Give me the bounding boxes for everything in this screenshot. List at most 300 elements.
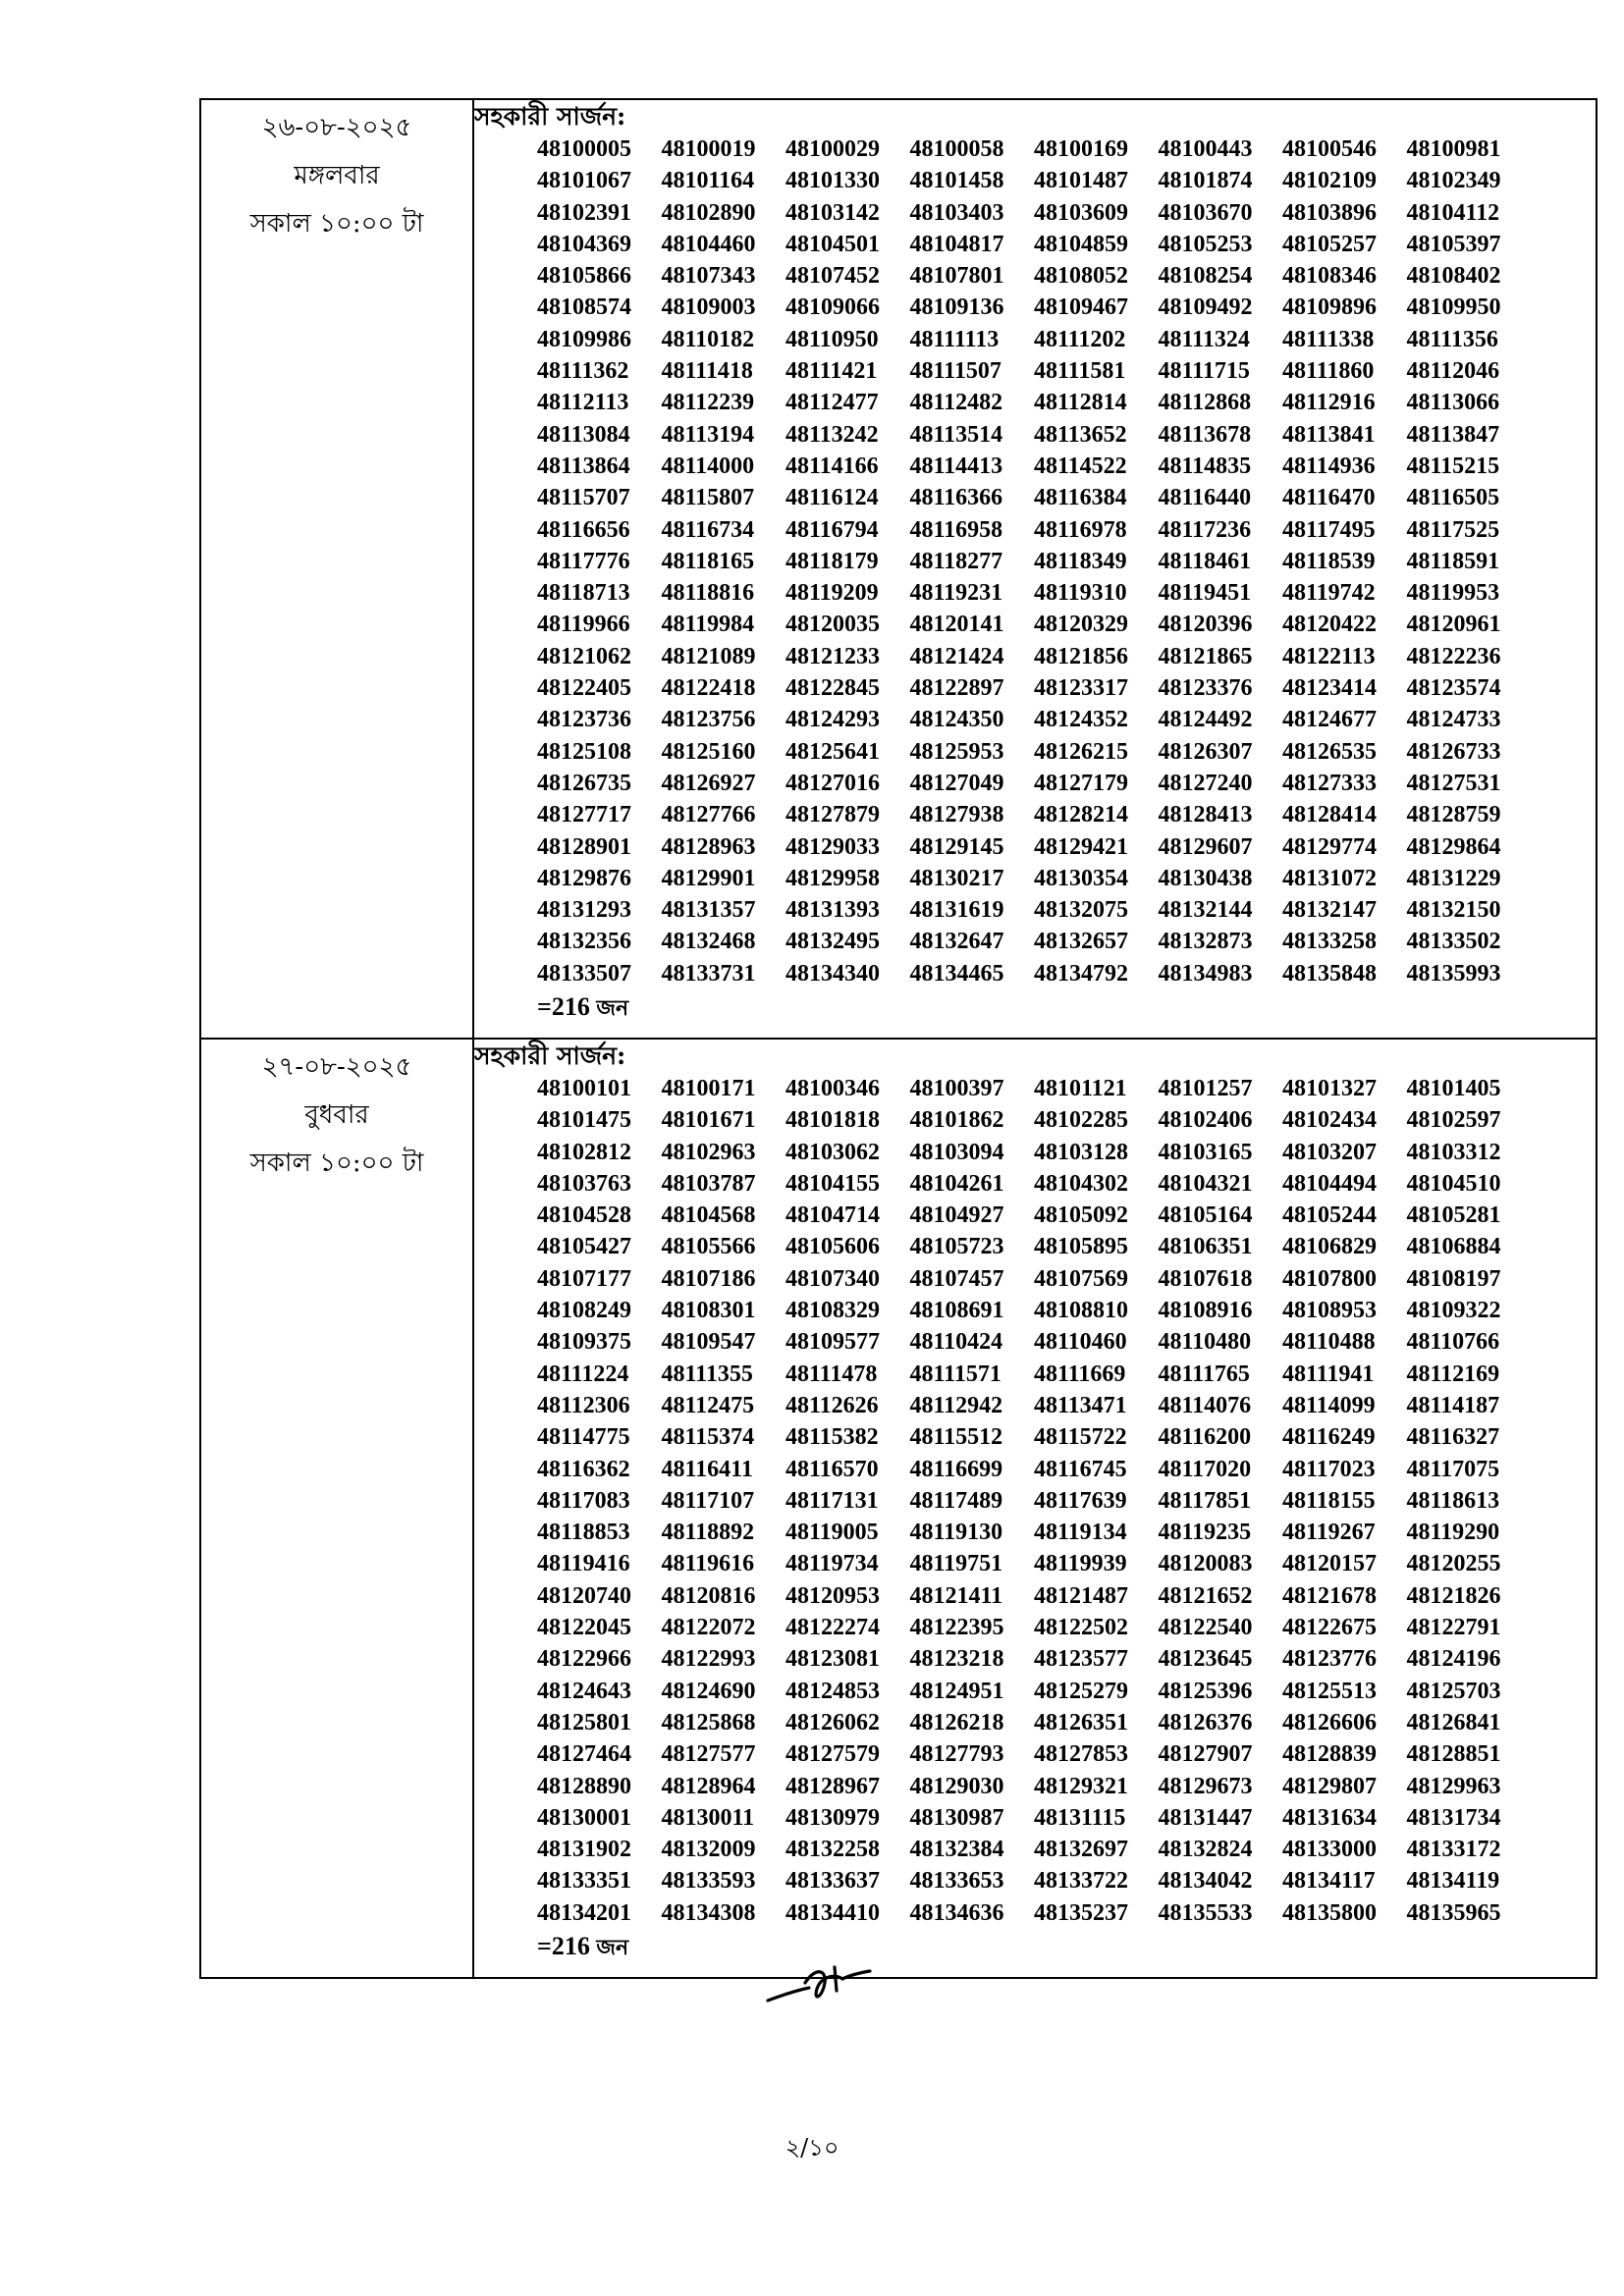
roll-number: 48127333 [1282, 770, 1377, 796]
roll-number: 48132147 [1282, 897, 1377, 924]
roll-number: 48111418 [661, 358, 753, 385]
roll-number: 48112477 [785, 390, 879, 416]
roll-number: 48114000 [661, 453, 755, 479]
roll-number: 48122274 [785, 1615, 880, 1641]
roll-row [537, 1200, 1596, 1231]
roll-number: 48109896 [1282, 294, 1377, 321]
roll-number: 48116570 [785, 1456, 879, 1482]
roll-number: 48128851 [1406, 1741, 1501, 1768]
roll-number: 48111941 [1282, 1361, 1375, 1387]
roll-number: 48126307 [1158, 738, 1253, 765]
roll-number: 48127793 [909, 1741, 1004, 1768]
roll-number: 48113678 [1158, 421, 1252, 448]
roll-row [537, 1137, 1596, 1168]
roll-row [537, 355, 1596, 387]
roll-number: 48106884 [1406, 1234, 1501, 1260]
roll-number: 48129030 [909, 1773, 1004, 1799]
roll-number: 48111362 [537, 358, 629, 385]
roll-number: 48132647 [909, 929, 1004, 955]
roll-row [537, 1421, 1596, 1453]
roll-number: 48120396 [1158, 612, 1253, 638]
roll-number: 48100101 [537, 1076, 631, 1101]
roll-number: 48128759 [1406, 802, 1501, 828]
roll-number: 48102406 [1158, 1107, 1253, 1134]
roll-number: 48105566 [661, 1234, 756, 1260]
roll-number: 48129963 [1406, 1773, 1501, 1799]
roll-row [537, 229, 1596, 260]
roll-number: 48119451 [1158, 580, 1252, 607]
roll-number: 48104817 [909, 231, 1004, 257]
roll-number: 48105606 [785, 1234, 880, 1260]
roll-row [537, 577, 1596, 609]
roll-row [537, 514, 1596, 546]
roll-number: 48126218 [909, 1709, 1004, 1735]
roll-number: 48129876 [537, 865, 631, 891]
roll-number: 48101818 [785, 1107, 880, 1134]
roll-number: 48110950 [785, 326, 879, 352]
roll-number: 48131393 [785, 897, 880, 924]
roll-row [537, 451, 1596, 482]
roll-number: 48117236 [1158, 516, 1252, 543]
roll-number: 48131357 [661, 897, 756, 924]
roll-row [537, 609, 1596, 640]
roll-number: 48100546 [1282, 136, 1377, 162]
roll-number: 48112814 [1034, 390, 1127, 416]
roll-number: 48104859 [1034, 231, 1128, 257]
roll-number: 48119939 [1034, 1551, 1127, 1577]
total-unit: জন [596, 1936, 629, 1961]
session-date: ২৭-০৮-২০২৫ [261, 1052, 412, 1082]
roll-number: 48126606 [1282, 1709, 1377, 1735]
roll-number: 48100171 [661, 1076, 756, 1101]
roll-row [537, 292, 1596, 323]
roll-number: 48120740 [537, 1582, 631, 1609]
roll-number: 48118892 [661, 1520, 755, 1546]
roll-number: 48129807 [1282, 1773, 1377, 1799]
roll-number: 48111669 [1034, 1361, 1126, 1387]
roll-number: 48103763 [537, 1170, 631, 1197]
roll-number: 48100029 [785, 136, 880, 162]
roll-number: 48119235 [1158, 1520, 1252, 1546]
roll-number: 48132144 [1158, 897, 1253, 924]
roll-number: 48129864 [1406, 833, 1501, 860]
roll-number: 48122072 [661, 1615, 756, 1641]
roll-number: 48100397 [909, 1076, 1004, 1101]
roll-row [537, 1073, 1596, 1104]
roll-number: 48101862 [909, 1107, 1004, 1134]
roll-number: 48123414 [1282, 675, 1377, 702]
roll-number: 48116249 [1282, 1424, 1376, 1451]
roll-number: 48120329 [1034, 612, 1128, 638]
roll-row [537, 831, 1596, 863]
roll-number: 48123574 [1406, 675, 1501, 702]
roll-number: 48105257 [1282, 231, 1377, 257]
roll-number: 48103670 [1158, 199, 1253, 226]
roll-number: 48119231 [909, 580, 1003, 607]
roll-number: 48127016 [785, 770, 880, 796]
roll-number: 48128414 [1282, 802, 1377, 828]
roll-number: 48119416 [537, 1551, 630, 1577]
roll-number: 48124677 [1282, 707, 1377, 733]
roll-row [537, 704, 1596, 735]
roll-number: 48101487 [1034, 168, 1128, 194]
roll-number: 48110488 [1282, 1329, 1376, 1356]
roll-number: 48129321 [1034, 1773, 1128, 1799]
roll-number: 48122113 [1282, 643, 1376, 669]
roll-number: 48113471 [1034, 1392, 1127, 1418]
roll-number: 48112482 [909, 390, 1003, 416]
roll-number: 48118539 [1282, 548, 1376, 574]
roll-number: 48115215 [1406, 453, 1500, 479]
roll-number: 48114099 [1282, 1392, 1376, 1418]
session-row [200, 1039, 1597, 1978]
roll-number: 48134042 [1158, 1868, 1253, 1895]
roll-number: 48123776 [1282, 1646, 1377, 1673]
roll-number: 48120157 [1282, 1551, 1377, 1577]
roll-number: 48132150 [1406, 897, 1501, 924]
roll-number: 48132824 [1158, 1837, 1253, 1863]
roll-number: 48108402 [1406, 263, 1501, 290]
roll-number: 48131734 [1406, 1804, 1501, 1831]
roll-number: 48125703 [1406, 1678, 1501, 1704]
roll-number: 48107800 [1282, 1265, 1377, 1292]
roll-row [537, 419, 1596, 451]
roll-number: 48114166 [785, 453, 879, 479]
roll-number: 48103094 [909, 1139, 1004, 1165]
roll-row [537, 641, 1596, 672]
roll-number: 48111581 [1034, 358, 1126, 385]
roll-number: 48126535 [1282, 738, 1377, 765]
roll-number: 48116384 [1034, 485, 1127, 511]
roll-row [537, 1707, 1596, 1738]
roll-number: 48116470 [1282, 485, 1376, 511]
roll-number: 48122540 [1158, 1615, 1253, 1641]
roll-number: 48102391 [537, 199, 631, 226]
roll-number: 48117131 [785, 1487, 879, 1514]
roll-number: 48116656 [537, 516, 630, 543]
roll-row [537, 1517, 1596, 1548]
roll-number: 48105092 [1034, 1202, 1128, 1229]
roll-number: 48110480 [1158, 1329, 1252, 1356]
roll-number: 48126376 [1158, 1709, 1253, 1735]
roll-number: 48101330 [785, 168, 880, 194]
roll-number: 48102109 [1282, 168, 1377, 194]
roll-number: 48127907 [1158, 1741, 1253, 1768]
roll-number: 48103312 [1406, 1139, 1501, 1165]
roll-number: 48104501 [785, 231, 880, 257]
roll-number: 48111113 [909, 326, 1000, 352]
roll-number: 48135533 [1158, 1899, 1253, 1926]
roll-number: 48116505 [1406, 485, 1500, 511]
roll-number: 48122045 [537, 1615, 631, 1641]
roll-number: 48109547 [661, 1329, 756, 1356]
roll-number: 48114775 [537, 1424, 630, 1451]
roll-number: 48111421 [785, 358, 878, 385]
roll-number: 48107618 [1158, 1265, 1253, 1292]
roll-number: 48132657 [1034, 929, 1128, 955]
roll-number: 48108249 [537, 1298, 631, 1324]
roll-row [537, 1295, 1596, 1326]
roll-number: 48102434 [1282, 1107, 1377, 1134]
roll-number: 48124733 [1406, 707, 1501, 733]
roll-number: 48122395 [909, 1615, 1004, 1641]
roll-number: 48113864 [537, 453, 630, 479]
roll-number: 48118613 [1406, 1487, 1500, 1514]
roll-number: 48104369 [537, 231, 631, 257]
roll-number: 48127717 [537, 802, 631, 828]
roll-number: 48109950 [1406, 294, 1501, 321]
roll-row [537, 1390, 1596, 1421]
roll-row [537, 1897, 1596, 1929]
roll-number: 48135993 [1406, 960, 1501, 987]
roll-number: 48127049 [909, 770, 1004, 796]
roll-number: 48107569 [1034, 1265, 1128, 1292]
roll-row [537, 1834, 1596, 1865]
roll-number: 48125953 [909, 738, 1004, 765]
roll-number: 48133507 [537, 960, 631, 987]
roll-number: 48133731 [661, 960, 756, 987]
roll-number: 48127938 [909, 802, 1004, 828]
roll-number: 48112113 [537, 390, 629, 416]
roll-number: 48117075 [1406, 1456, 1500, 1482]
roll-number: 48132356 [537, 929, 631, 955]
post-heading: সহকারী সার্জন: [474, 102, 626, 131]
page-number: ২/১০ [785, 2134, 839, 2162]
roll-number: 48101458 [909, 168, 1004, 194]
roll-row [537, 958, 1596, 989]
roll-number: 48108052 [1034, 263, 1128, 290]
roll-number: 48110460 [1034, 1329, 1127, 1356]
roll-number: 48122675 [1282, 1615, 1377, 1641]
roll-number: 48125279 [1034, 1678, 1128, 1704]
roll-number: 48122502 [1034, 1615, 1128, 1641]
roll-number: 48105723 [909, 1234, 1004, 1260]
post-heading: সহকারী সার্জন: [474, 1041, 626, 1070]
roll-number: 48134410 [785, 1899, 880, 1926]
roll-number: 48133502 [1406, 929, 1501, 955]
roll-number: 48110182 [661, 326, 755, 352]
roll-number: 48119984 [661, 612, 755, 638]
roll-number: 48125396 [1158, 1678, 1253, 1704]
roll-number: 48123218 [909, 1646, 1004, 1673]
roll-number: 48129958 [785, 865, 880, 891]
roll-number: 48101671 [661, 1107, 756, 1134]
roll-number: 48121856 [1034, 643, 1128, 669]
roll-number: 48100058 [909, 136, 1004, 162]
roll-row [537, 324, 1596, 355]
roll-row [537, 926, 1596, 957]
session-date-cell [200, 1039, 473, 1978]
roll-row [537, 1263, 1596, 1295]
roll-number: 48122236 [1406, 643, 1501, 669]
roll-number: 48129673 [1158, 1773, 1253, 1799]
roll-number: 48119966 [537, 612, 630, 638]
roll-number: 48118165 [661, 548, 755, 574]
roll-number: 48102963 [661, 1139, 756, 1165]
roll-number: 48108346 [1282, 263, 1377, 290]
roll-number: 48122845 [785, 675, 880, 702]
roll-number: 48104261 [909, 1170, 1004, 1197]
roll-number: 48126062 [785, 1709, 880, 1735]
roll-row [537, 768, 1596, 799]
roll-number: 48109003 [661, 294, 756, 321]
roll-number: 48116362 [537, 1456, 630, 1482]
roll-number: 48108691 [909, 1298, 1004, 1324]
schedule-table [199, 98, 1597, 1979]
roll-number: 48116745 [1034, 1456, 1127, 1482]
roll-number: 48117023 [1282, 1456, 1376, 1482]
roll-number: 48101257 [1158, 1076, 1253, 1101]
roll-number: 48131072 [1282, 865, 1377, 891]
roll-number: 48122966 [537, 1646, 631, 1673]
roll-number: 48131902 [537, 1837, 631, 1863]
roll-row [537, 1104, 1596, 1136]
roll-number: 48132697 [1034, 1837, 1128, 1863]
roll-number: 48105427 [537, 1234, 631, 1260]
roll-number: 48125641 [785, 738, 880, 765]
roll-number: 48122993 [661, 1646, 756, 1673]
roll-number: 48100005 [537, 136, 631, 162]
roll-number: 48130001 [537, 1804, 631, 1831]
roll-number: 48101405 [1406, 1076, 1501, 1101]
roll-number: 48116411 [661, 1456, 753, 1482]
roll-number: 48121424 [909, 643, 1004, 669]
roll-number: 48118853 [537, 1520, 630, 1546]
roll-number: 48112239 [661, 390, 755, 416]
roll-number: 48111860 [1282, 358, 1375, 385]
roll-number: 48127577 [661, 1741, 756, 1768]
roll-number: 48134201 [537, 1899, 631, 1926]
roll-number: 48105397 [1406, 231, 1501, 257]
roll-number: 48127531 [1406, 770, 1501, 796]
roll-number: 48103609 [1034, 199, 1128, 226]
roll-number: 48109577 [785, 1329, 880, 1356]
roll-number: 48116699 [909, 1456, 1003, 1482]
roll-number: 48103787 [661, 1170, 756, 1197]
roll-row [537, 1168, 1596, 1200]
roll-number: 48127766 [661, 802, 756, 828]
total-number: =216 [537, 992, 590, 1022]
roll-number: 48125160 [661, 738, 756, 765]
roll-number: 48124643 [537, 1678, 631, 1704]
roll-number: 48107801 [909, 263, 1004, 290]
roll-number: 48112916 [1282, 390, 1376, 416]
roll-number: 48111355 [661, 1361, 753, 1387]
roll-number: 48100169 [1034, 136, 1128, 162]
roll-number: 48114835 [1158, 453, 1252, 479]
roll-number: 48122418 [661, 675, 756, 702]
roll-row [537, 546, 1596, 577]
roll-number: 48134308 [661, 1899, 756, 1926]
roll-number: 48124690 [661, 1678, 756, 1704]
roll-number: 48108254 [1158, 263, 1253, 290]
roll-number: 48129421 [1034, 833, 1128, 860]
roll-number: 48107340 [785, 1265, 880, 1292]
roll-number: 48135800 [1282, 1899, 1377, 1926]
roll-number: 48104927 [909, 1202, 1004, 1229]
roll-number: 48107343 [661, 263, 756, 290]
roll-number: 48111356 [1406, 326, 1498, 352]
roll-list-cell [473, 99, 1597, 1039]
roll-row [537, 133, 1596, 165]
roll-number: 48112626 [785, 1392, 879, 1418]
roll-number: 48114936 [1282, 453, 1376, 479]
roll-number: 48124352 [1034, 707, 1128, 733]
session-time: সকাল ১০:০০ টা [249, 209, 424, 239]
roll-number: 48134117 [1282, 1868, 1376, 1895]
roll-number: 48120083 [1158, 1551, 1253, 1577]
roll-row [537, 1326, 1596, 1358]
roll-number: 48113066 [1406, 390, 1500, 416]
roll-row [537, 1802, 1596, 1834]
roll-number: 48119267 [1282, 1520, 1376, 1546]
roll-number: 48131634 [1282, 1804, 1377, 1831]
roll-number: 48121089 [661, 643, 756, 669]
roll-number: 48104494 [1282, 1170, 1377, 1197]
roll-number: 48116200 [1158, 1424, 1252, 1451]
roll-number: 48123081 [785, 1646, 880, 1673]
roll-number: 48111765 [1158, 1361, 1250, 1387]
roll-row [537, 1643, 1596, 1675]
roll-number: 48100346 [785, 1076, 880, 1101]
roll-number: 48101327 [1282, 1076, 1377, 1101]
roll-number: 48106351 [1158, 1234, 1253, 1260]
roll-number: 48100019 [661, 136, 756, 162]
roll-number: 48107186 [661, 1265, 756, 1292]
roll-number: 48104714 [785, 1202, 880, 1229]
roll-number: 48132468 [661, 929, 756, 955]
roll-row [537, 1676, 1596, 1707]
roll-number: 48116734 [661, 516, 755, 543]
roll-number: 48104155 [785, 1170, 880, 1197]
roll-row [537, 1231, 1596, 1262]
roll-number: 48130438 [1158, 865, 1253, 891]
roll-number: 48132384 [909, 1837, 1004, 1863]
roll-number: 48112942 [909, 1392, 1003, 1418]
roll-row [537, 260, 1596, 292]
roll-number: 48116978 [1034, 516, 1127, 543]
roll-number: 48113242 [785, 421, 879, 448]
roll-number: 48118591 [1406, 548, 1500, 574]
roll-number: 48128963 [661, 833, 756, 860]
roll-row [537, 672, 1596, 704]
roll-number: 48127879 [785, 802, 880, 828]
roll-number: 48105866 [537, 263, 631, 290]
roll-number: 48119616 [661, 1551, 755, 1577]
roll-number: 48117639 [1034, 1487, 1127, 1514]
roll-number: 48125801 [537, 1709, 631, 1735]
roll-number: 48115512 [909, 1424, 1003, 1451]
roll-number: 48117851 [1158, 1487, 1252, 1514]
roll-number: 48110424 [909, 1329, 1003, 1356]
roll-number: 48106829 [1282, 1234, 1377, 1260]
roll-number: 48115374 [661, 1424, 755, 1451]
total-number: =216 [537, 1932, 590, 1961]
roll-number: 48131293 [537, 897, 631, 924]
roll-number: 48131619 [909, 897, 1004, 924]
roll-list-cell [473, 1039, 1597, 1978]
roll-number-list [474, 133, 1596, 989]
roll-number: 48104112 [1406, 199, 1500, 226]
roll-number: 48124951 [909, 1678, 1004, 1704]
roll-number: 48127240 [1158, 770, 1253, 796]
roll-number: 48126351 [1034, 1709, 1128, 1735]
roll-row [537, 1485, 1596, 1517]
roll-number: 48109066 [785, 294, 880, 321]
roll-number: 48104302 [1034, 1170, 1128, 1197]
roll-number: 48128413 [1158, 802, 1253, 828]
roll-number: 48100443 [1158, 136, 1253, 162]
